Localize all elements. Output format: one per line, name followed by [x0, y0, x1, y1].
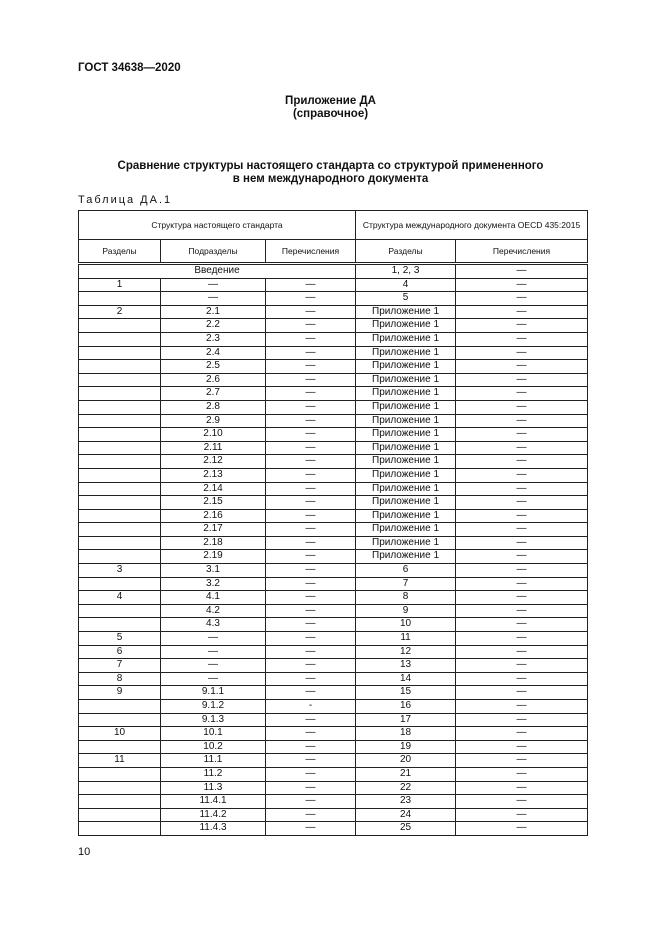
table-row [79, 550, 588, 564]
table-cell: 11.4.1 [161, 795, 266, 809]
table-cell: 8 [79, 672, 161, 686]
table-cell: 1 [79, 278, 161, 292]
table-cell [79, 795, 161, 809]
table-cell: — [266, 822, 356, 836]
table-cell: — [456, 767, 588, 781]
table-row [79, 360, 588, 374]
table-cell: 9.1.2 [161, 700, 266, 714]
table-cell: Приложение 1 [356, 482, 456, 496]
table-cell: — [456, 264, 588, 279]
table-cell: 11.4.2 [161, 808, 266, 822]
table-row [79, 346, 588, 360]
column-header: Разделы [356, 240, 456, 264]
table-cell: — [456, 591, 588, 605]
table-cell [79, 713, 161, 727]
table-cell: 17 [356, 713, 456, 727]
table-cell: 2.9 [161, 414, 266, 428]
table-row [79, 264, 588, 279]
table-cell: — [266, 509, 356, 523]
table-cell: — [266, 795, 356, 809]
table-cell: — [266, 808, 356, 822]
table-cell [79, 808, 161, 822]
column-header: Перечисления [456, 240, 588, 264]
table-cell [79, 400, 161, 414]
table-cell: — [456, 686, 588, 700]
table-cell: — [456, 618, 588, 632]
table-row [79, 414, 588, 428]
table-row [79, 564, 588, 578]
table-cell: Приложение 1 [356, 523, 456, 537]
table-cell: — [266, 523, 356, 537]
table-row [79, 482, 588, 496]
table-cell: 19 [356, 740, 456, 754]
table-cell: 1, 2, 3 [356, 264, 456, 279]
table-row [79, 618, 588, 632]
table-cell: 9 [356, 604, 456, 618]
table-row [79, 632, 588, 646]
table-cell: — [266, 713, 356, 727]
table-cell: — [266, 740, 356, 754]
table-cell: — [266, 441, 356, 455]
table-cell: — [456, 305, 588, 319]
table-row [79, 808, 588, 822]
table-cell: 11 [79, 754, 161, 768]
table-cell: — [266, 319, 356, 333]
table-cell: — [266, 360, 356, 374]
table-row [79, 305, 588, 319]
table-cell: — [456, 509, 588, 523]
table-cell: 4.1 [161, 591, 266, 605]
table-cell: 9.1.3 [161, 713, 266, 727]
group-header-international: Структура международного документа OECD 435:2015 [356, 211, 588, 240]
table-cell: — [456, 455, 588, 469]
table-cell: — [266, 767, 356, 781]
table-cell: — [456, 428, 588, 442]
table-cell: 10 [356, 618, 456, 632]
table-cell [79, 468, 161, 482]
table-cell: 3.2 [161, 577, 266, 591]
table-row [79, 659, 588, 673]
table-cell [79, 700, 161, 714]
table-cell: — [266, 604, 356, 618]
table-cell [79, 781, 161, 795]
table-cell: — [456, 523, 588, 537]
table-cell: 6 [356, 564, 456, 578]
table-cell: 3 [79, 564, 161, 578]
table-cell: 2.4 [161, 346, 266, 360]
table-cell [79, 496, 161, 510]
table-cell: 2.10 [161, 428, 266, 442]
table-cell: Приложение 1 [356, 455, 456, 469]
table-cell: — [456, 373, 588, 387]
table-cell: 12 [356, 645, 456, 659]
table-cell: Приложение 1 [356, 360, 456, 374]
table-cell: — [266, 455, 356, 469]
table-cell: — [266, 550, 356, 564]
table-row [79, 441, 588, 455]
table-cell [79, 550, 161, 564]
table-cell: — [266, 346, 356, 360]
group-header-national: Структура настоящего стандарта [79, 211, 356, 240]
table-cell: 22 [356, 781, 456, 795]
table-cell: — [456, 564, 588, 578]
table-cell: Приложение 1 [356, 428, 456, 442]
table-cell: 6 [79, 645, 161, 659]
table-cell: 2.14 [161, 482, 266, 496]
table-cell: — [161, 632, 266, 646]
table-cell: — [266, 577, 356, 591]
table-cell: - [266, 700, 356, 714]
table-cell: 9 [79, 686, 161, 700]
table-cell [79, 428, 161, 442]
table-cell [79, 441, 161, 455]
table-cell [79, 740, 161, 754]
table-cell: — [266, 659, 356, 673]
table-cell: — [456, 740, 588, 754]
table-cell [79, 767, 161, 781]
table-cell [79, 332, 161, 346]
table-cell [79, 346, 161, 360]
table-cell: — [456, 319, 588, 333]
table-cell: — [456, 781, 588, 795]
table-cell: 2.2 [161, 319, 266, 333]
table-row [79, 428, 588, 442]
table-cell: — [161, 278, 266, 292]
table-cell: Приложение 1 [356, 536, 456, 550]
table-row [79, 536, 588, 550]
table-cell: 11.4.3 [161, 822, 266, 836]
table-cell: 15 [356, 686, 456, 700]
table-cell: 10.2 [161, 740, 266, 754]
table-row [79, 781, 588, 795]
table-cell: — [456, 632, 588, 646]
table-cell: — [266, 482, 356, 496]
table-cell: 18 [356, 727, 456, 741]
table-cell: Приложение 1 [356, 441, 456, 455]
table-cell: 2.19 [161, 550, 266, 564]
table-cell: — [456, 700, 588, 714]
table-cell [79, 482, 161, 496]
table-row [79, 319, 588, 333]
table-cell: — [266, 727, 356, 741]
table-row [79, 509, 588, 523]
table-cell: 2.17 [161, 523, 266, 537]
table-cell: Приложение 1 [356, 332, 456, 346]
table-cell: 2.13 [161, 468, 266, 482]
table-row [79, 645, 588, 659]
table-cell: — [456, 346, 588, 360]
table-cell [79, 822, 161, 836]
intro-cell: Введение [79, 264, 356, 279]
table-cell: 9.1.1 [161, 686, 266, 700]
table-row [79, 496, 588, 510]
table-cell: 11.2 [161, 767, 266, 781]
table-cell: 11.1 [161, 754, 266, 768]
table-cell: — [266, 686, 356, 700]
table-cell: — [266, 414, 356, 428]
table-cell: 24 [356, 808, 456, 822]
table-cell: Приложение 1 [356, 346, 456, 360]
table-cell: 2.6 [161, 373, 266, 387]
table-cell: — [456, 659, 588, 673]
table-cell: 2.3 [161, 332, 266, 346]
table-cell [79, 509, 161, 523]
table-cell: 2.1 [161, 305, 266, 319]
column-header: Подразделы [161, 240, 266, 264]
table-cell: — [266, 618, 356, 632]
table-cell: 2 [79, 305, 161, 319]
table-cell: — [266, 645, 356, 659]
table-cell: Приложение 1 [356, 468, 456, 482]
document-header: ГОСТ 34638—2020 [78, 62, 181, 74]
table-row [79, 591, 588, 605]
table-cell: — [266, 400, 356, 414]
table-cell: 16 [356, 700, 456, 714]
table-row [79, 468, 588, 482]
table-cell: 23 [356, 795, 456, 809]
table-row [79, 740, 588, 754]
table-cell: — [456, 496, 588, 510]
table-cell: 2.7 [161, 387, 266, 401]
table-cell: — [456, 360, 588, 374]
table-row [79, 523, 588, 537]
page-number: 10 [78, 846, 91, 858]
table-cell [79, 577, 161, 591]
table-cell: 11.3 [161, 781, 266, 795]
table-cell [79, 373, 161, 387]
table-cell [79, 292, 161, 306]
table-cell: — [266, 754, 356, 768]
table-cell: 21 [356, 767, 456, 781]
table-cell: — [161, 659, 266, 673]
table-cell: — [456, 727, 588, 741]
table-cell: — [456, 468, 588, 482]
table-cell: Приложение 1 [356, 496, 456, 510]
table-cell: 13 [356, 659, 456, 673]
table-row [79, 754, 588, 768]
table-cell: 7 [356, 577, 456, 591]
table-cell: — [266, 632, 356, 646]
table-cell [79, 319, 161, 333]
table-cell: — [456, 414, 588, 428]
table-row [79, 767, 588, 781]
table-row [79, 387, 588, 401]
table-cell: — [266, 536, 356, 550]
table-row [79, 455, 588, 469]
table-cell: 4.3 [161, 618, 266, 632]
table-cell: — [266, 373, 356, 387]
title-line: Сравнение структуры настоящего стандарта со структурой примененного [117, 160, 544, 172]
table-cell: — [456, 754, 588, 768]
column-header: Разделы [79, 240, 161, 264]
table-cell: 2.12 [161, 455, 266, 469]
table-cell: Приложение 1 [356, 414, 456, 428]
table-cell: — [161, 645, 266, 659]
table-cell: 2.15 [161, 496, 266, 510]
table-cell: — [456, 441, 588, 455]
table-cell: 2.18 [161, 536, 266, 550]
table-cell: — [266, 278, 356, 292]
table-cell: 2.16 [161, 509, 266, 523]
table-cell: Приложение 1 [356, 319, 456, 333]
table-row [79, 822, 588, 836]
table-cell: — [456, 482, 588, 496]
table-cell: Приложение 1 [356, 387, 456, 401]
table-cell: Приложение 1 [356, 550, 456, 564]
table-label: Таблица ДА.1 [78, 194, 173, 206]
table-cell: Приложение 1 [356, 509, 456, 523]
table-cell: 2.5 [161, 360, 266, 374]
table-row [79, 577, 588, 591]
table-row [79, 373, 588, 387]
table-cell: 3.1 [161, 564, 266, 578]
table-cell: 4.2 [161, 604, 266, 618]
table-cell: — [456, 332, 588, 346]
table-cell: 11 [356, 632, 456, 646]
table-row [79, 278, 588, 292]
table-cell: 10.1 [161, 727, 266, 741]
table-cell [79, 360, 161, 374]
table-cell: — [161, 292, 266, 306]
table-cell: — [266, 496, 356, 510]
table-cell: — [456, 577, 588, 591]
table-cell: — [456, 713, 588, 727]
table-cell: — [266, 387, 356, 401]
table-row [79, 795, 588, 809]
table-cell: — [266, 332, 356, 346]
title-line: в нем международного документа [232, 173, 429, 185]
table-cell: 14 [356, 672, 456, 686]
table-row [79, 686, 588, 700]
table-cell: — [266, 305, 356, 319]
table-cell: — [161, 672, 266, 686]
table-cell: — [266, 292, 356, 306]
table-cell: — [266, 781, 356, 795]
table-cell: — [456, 645, 588, 659]
table-cell: Приложение 1 [356, 400, 456, 414]
table-cell: 4 [79, 591, 161, 605]
table-row [79, 713, 588, 727]
table-cell: — [266, 468, 356, 482]
table-cell: — [456, 292, 588, 306]
table-cell: Приложение 1 [356, 373, 456, 387]
table-cell [79, 414, 161, 428]
table-cell: 8 [356, 591, 456, 605]
table-cell: — [456, 604, 588, 618]
table-cell: 7 [79, 659, 161, 673]
section-title [0, 160, 661, 186]
table-cell: 2.11 [161, 441, 266, 455]
appendix-subtitle: (справочное) [292, 108, 369, 120]
table-cell [79, 523, 161, 537]
table-cell [79, 604, 161, 618]
table-cell: — [266, 428, 356, 442]
table-cell [79, 618, 161, 632]
table-cell: — [456, 822, 588, 836]
table-cell: — [456, 672, 588, 686]
column-header: Перечисления [266, 240, 356, 264]
table-cell: 5 [356, 292, 456, 306]
appendix-title: Приложение ДА [285, 95, 376, 107]
table-row [79, 672, 588, 686]
table-cell: 25 [356, 822, 456, 836]
table-row [79, 700, 588, 714]
table-cell: 10 [79, 727, 161, 741]
table-cell [79, 455, 161, 469]
table-row [79, 400, 588, 414]
table-cell [79, 536, 161, 550]
table-cell: 4 [356, 278, 456, 292]
table-cell: — [266, 672, 356, 686]
table-cell: — [266, 591, 356, 605]
table-row [79, 727, 588, 741]
table-cell: — [456, 387, 588, 401]
table-cell: — [456, 278, 588, 292]
table-cell: 2.8 [161, 400, 266, 414]
table-cell [79, 387, 161, 401]
table-cell: 5 [79, 632, 161, 646]
table-cell: — [456, 795, 588, 809]
table-cell: 20 [356, 754, 456, 768]
table-cell: — [456, 536, 588, 550]
table-cell: Приложение 1 [356, 305, 456, 319]
table-cell: — [266, 564, 356, 578]
table-row [79, 292, 588, 306]
comparison-table [78, 210, 588, 836]
table-cell: — [456, 400, 588, 414]
table-cell: — [456, 808, 588, 822]
table-cell: — [456, 550, 588, 564]
table-row [79, 604, 588, 618]
table-row [79, 332, 588, 346]
